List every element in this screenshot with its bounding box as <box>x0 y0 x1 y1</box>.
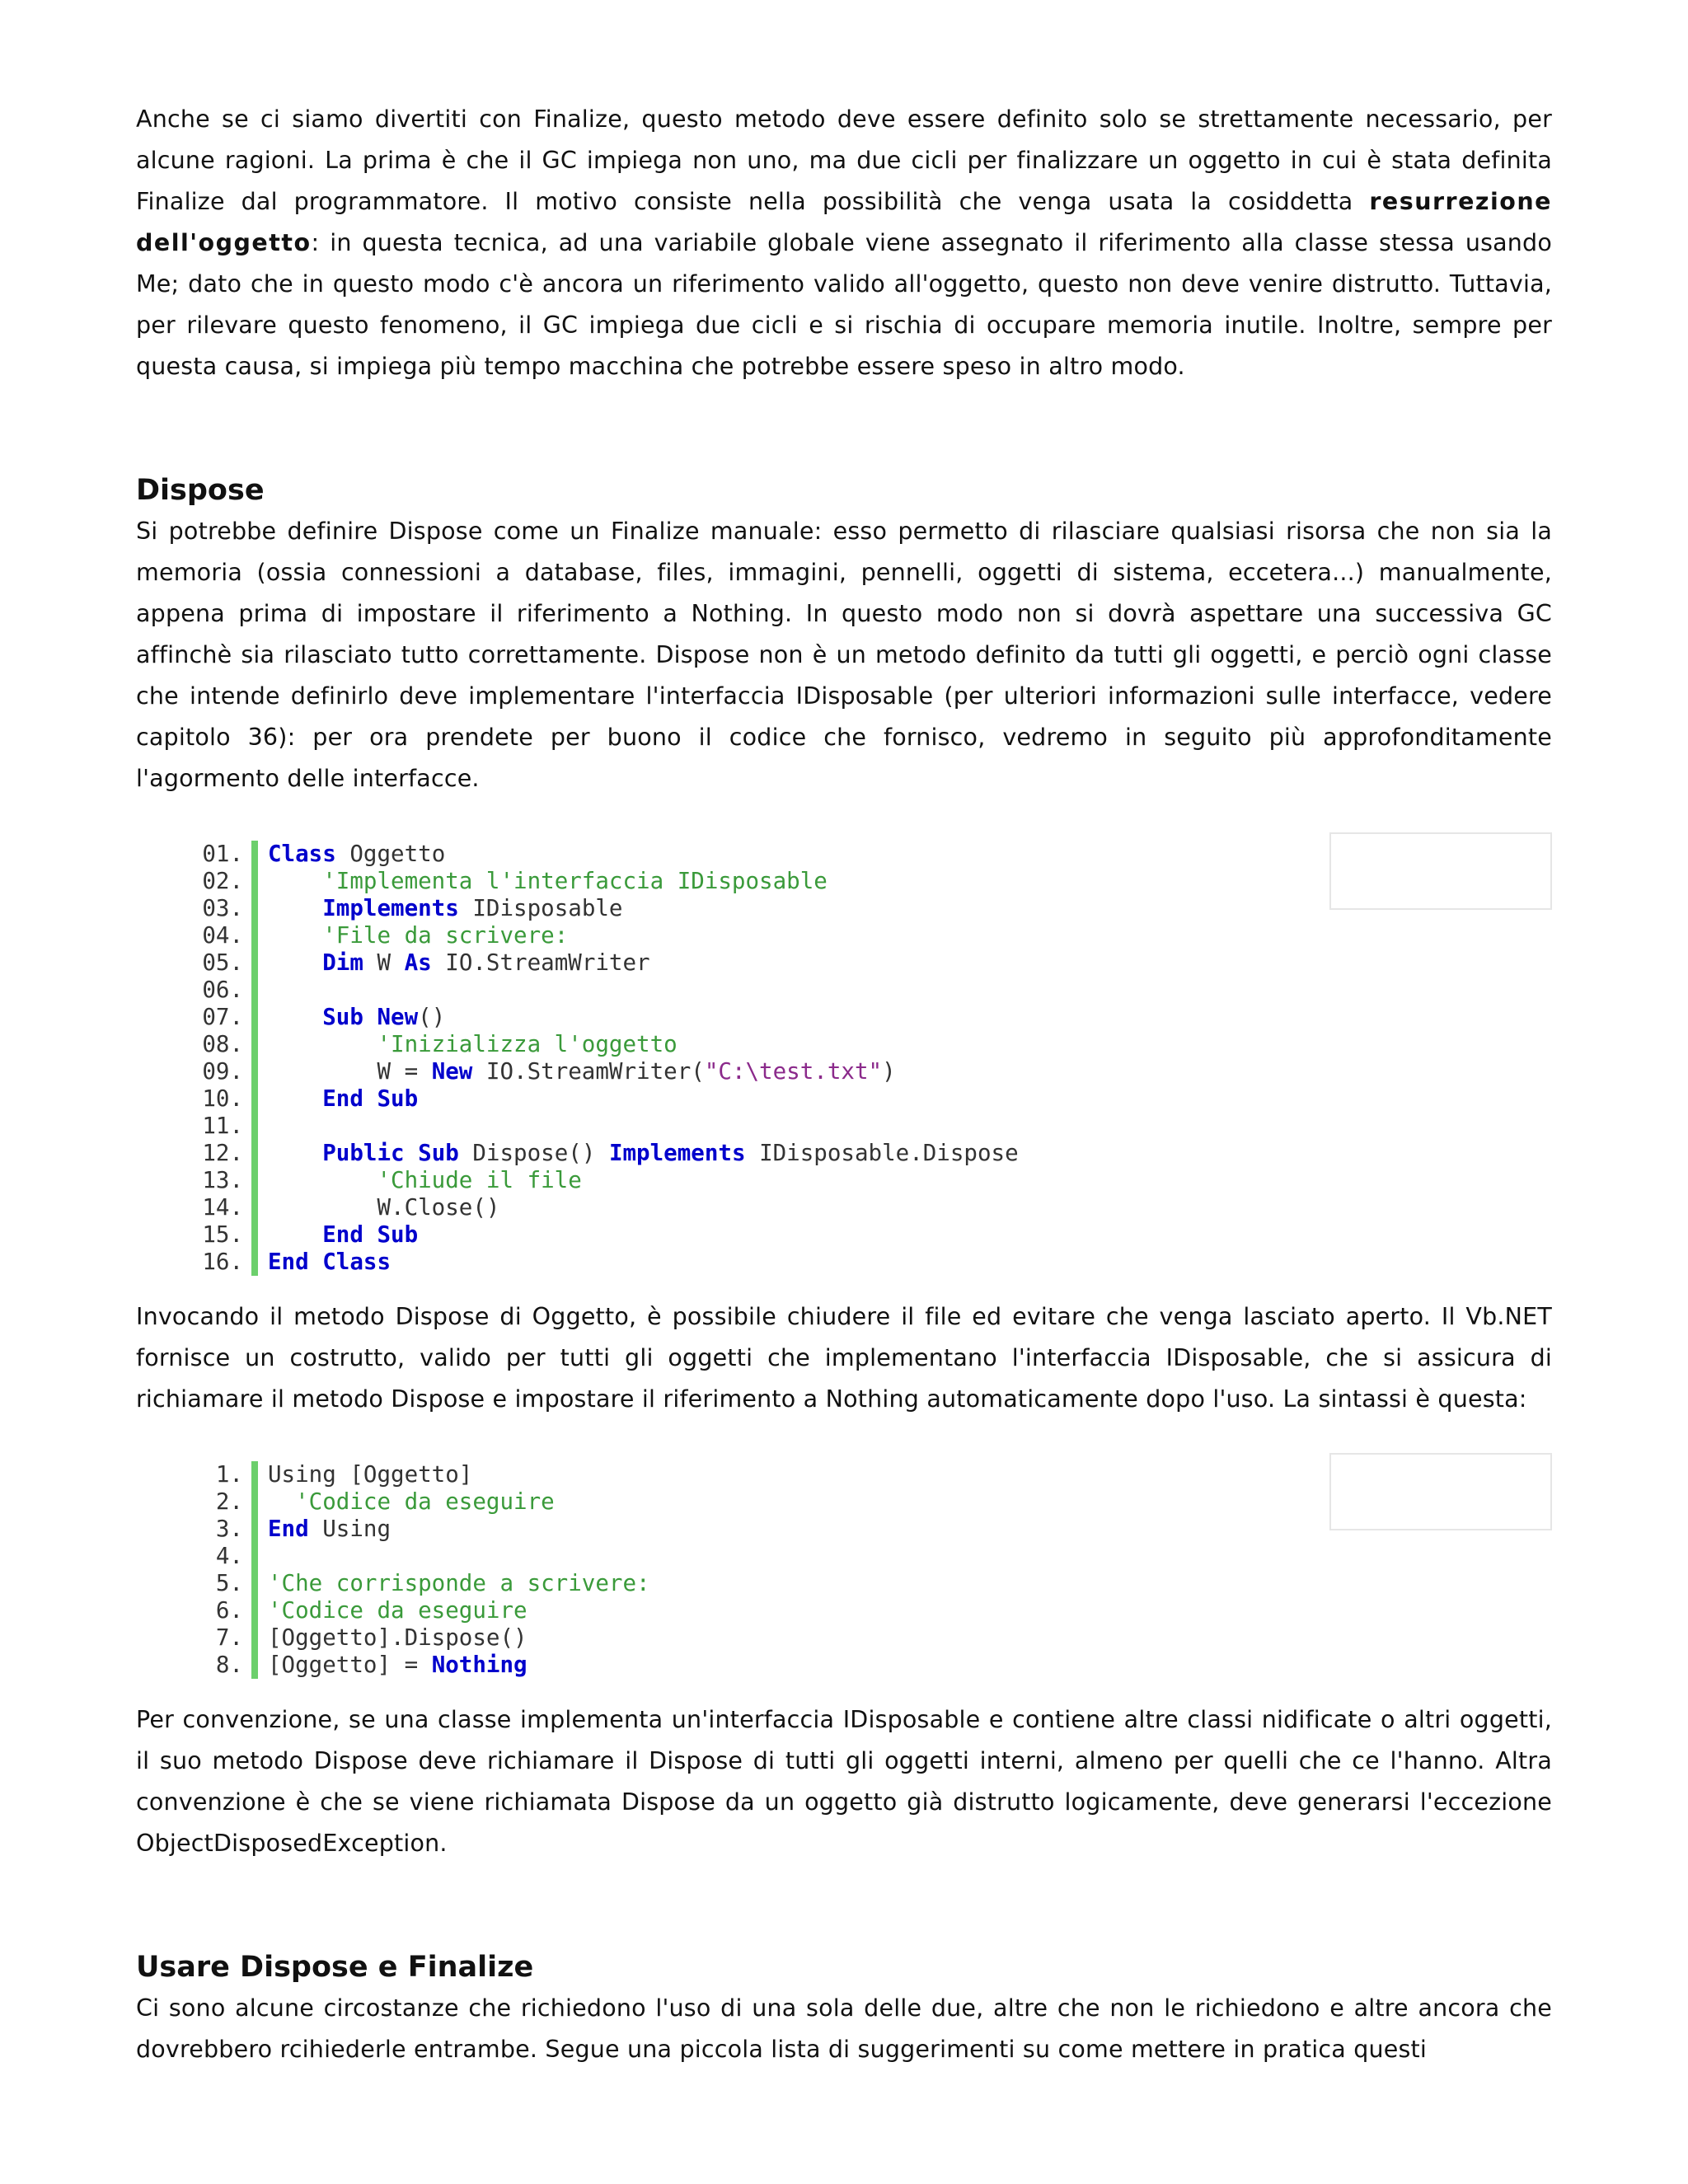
code-token: IO.StreamWriter( <box>472 1058 705 1085</box>
code-text <box>268 1652 528 1679</box>
code-comment: 'Codice da eseguire <box>268 1597 528 1624</box>
line-gutter-bar <box>251 922 258 949</box>
code-text <box>268 1140 1019 1167</box>
code-comment: 'Inizializza l'oggetto <box>377 1031 678 1057</box>
code-text <box>268 841 445 868</box>
code-toolbar-box[interactable] <box>1329 1453 1552 1530</box>
intro-text-end: : in questa tecnica, ad una variabile globale viene assegnato il riferimento alla classe stessa usando Me; dato che in questo modo c'è ancora un riferimento valido all'oggetto, questo non deve venire distrutto. Tuttavia, per rilevare questo fenomeno, il GC impiega due cicli e si rischia di occupare memoria inutile. Inoltre, sempre per questa causa, si impiega più tempo macchina che potrebbe essere speso in altro modo. <box>136 229 1552 380</box>
code-text <box>268 868 828 895</box>
code-keyword: End <box>322 1085 363 1112</box>
code-line <box>161 1249 1552 1276</box>
code-token: [Oggetto] = <box>268 1652 432 1678</box>
code-toolbar-box[interactable] <box>1329 832 1552 910</box>
usare-paragraph: Ci sono alcune circostanze che richiedono l'uso di una sola delle due, altre che non le richiedono e altre ancora che dovrebbero rcihiederle entrambe. Segue una piccola lista di suggerimenti su come mettere in pratica questi <box>136 1994 1552 2063</box>
code-token <box>309 1249 323 1275</box>
code-token <box>268 868 322 894</box>
code-comment: 'Che corrisponde a scrivere: <box>268 1570 650 1596</box>
line-number: 2. <box>215 1488 243 1515</box>
code-keyword: End <box>322 1221 363 1248</box>
code-keyword: Sub <box>322 1004 363 1030</box>
line-number: 3. <box>215 1516 243 1542</box>
code-keyword: End <box>268 1516 309 1542</box>
code-line <box>161 1113 1552 1140</box>
code-token <box>363 1221 377 1248</box>
code-keyword: Public <box>322 1140 405 1166</box>
code-text <box>268 1249 391 1276</box>
line-number: 4. <box>215 1543 243 1569</box>
code-text <box>268 1461 472 1488</box>
code-keyword: Dim <box>322 949 363 976</box>
code-text <box>268 922 568 949</box>
line-number: 08. <box>202 1031 243 1057</box>
code-text <box>268 1624 528 1652</box>
code-keyword: Sub <box>377 1085 419 1112</box>
line-number: 13. <box>202 1167 243 1193</box>
line-number: 04. <box>202 922 243 949</box>
using-paragraph: Invocando il metodo Dispose di Oggetto, è possibile chiudere il file ed evitare che venga lasciato aperto. Il Vb.NET fornisce un costrutto, valido per tutti gli oggetti che implementano l'interfaccia IDisposable, che si assicura di richiamare il metodo Dispose e impostare il riferimento a Nothing automaticamente dopo l'uso. La sintassi è questa: <box>136 1303 1552 1413</box>
line-gutter-bar <box>251 1516 258 1543</box>
code-text <box>268 1113 282 1140</box>
code-comment: 'Implementa l'interfaccia IDisposable <box>322 868 828 894</box>
code-text <box>268 1516 391 1543</box>
line-number: 01. <box>202 841 243 867</box>
intro-bold-term: resurrezione dell'oggetto <box>136 188 1552 256</box>
code-token: Using <box>308 1516 392 1542</box>
code-keyword: Sub <box>418 1140 459 1166</box>
code-line <box>161 1570 1552 1597</box>
line-gutter-bar <box>251 949 258 977</box>
code-token <box>363 1085 377 1112</box>
line-number: 11. <box>202 1113 243 1139</box>
line-number: 05. <box>202 949 243 976</box>
line-gutter-bar <box>251 1113 258 1140</box>
line-gutter-bar <box>251 868 258 895</box>
line-number: 15. <box>202 1221 243 1248</box>
code-comment: 'File da scrivere: <box>322 922 569 949</box>
code-keyword: Sub <box>377 1221 419 1248</box>
code-line <box>161 977 1552 1004</box>
code-text <box>268 1031 678 1058</box>
code-text <box>268 977 282 1004</box>
code-token: [Oggetto].Dispose() <box>268 1624 528 1651</box>
code-comment: 'Chiude il file <box>377 1167 582 1193</box>
code-line <box>161 1167 1552 1194</box>
line-number: 03. <box>202 895 243 921</box>
line-gutter-bar <box>251 841 258 868</box>
code-token: W.Close() <box>268 1194 500 1221</box>
code-line <box>161 1221 1552 1249</box>
code-token <box>268 1167 377 1193</box>
code-token <box>268 1004 322 1030</box>
intro-text-start: Anche se ci siamo divertiti con Finalize, questo metodo deve essere definito solo se strettamente necessario, per alcune ragioni. La prima è che il GC impiega non uno, ma due cicli per finalizzare un oggetto in cui è stata definita Finalize dal programmatore. Il motivo consiste nella possibilità che venga usata la cosiddetta <box>136 105 1552 215</box>
code-keyword: Nothing <box>431 1652 528 1678</box>
line-gutter-bar <box>251 1085 258 1113</box>
code-token: IO.StreamWriter <box>431 949 650 976</box>
code-keyword: Implements <box>608 1140 746 1166</box>
code-token: Oggetto <box>335 841 446 867</box>
code-line <box>161 1194 1552 1221</box>
code-keyword: Implements <box>322 895 459 921</box>
code-token <box>268 1488 295 1515</box>
code-comment: 'Codice da eseguire <box>295 1488 555 1515</box>
convention-paragraph: Per convenzione, se una classe implementa un'interfaccia IDisposable e contiene altre classi nidificate o altri oggetti, il suo metodo Dispose deve richiamare il Dispose di tutti gli oggetti interni, almeno per quelli che ce l'hanno. Altra convenzione è che se viene richiamata Dispose da un oggetto già distrutto logicamente, deve generarsi l'eccezione ObjectDisposedException. <box>136 1706 1552 1857</box>
code-line <box>161 1004 1552 1031</box>
code-text <box>268 1597 528 1624</box>
code-keyword: New <box>377 1004 419 1030</box>
code-keyword: New <box>431 1058 473 1085</box>
code-token <box>268 895 322 921</box>
code-token <box>405 1140 419 1166</box>
code-text <box>268 1167 582 1194</box>
code-text <box>268 1543 282 1570</box>
code-line <box>161 1597 1552 1624</box>
code-text <box>268 1058 896 1085</box>
code-block-oggetto <box>161 841 1552 1276</box>
code-token <box>268 1031 377 1057</box>
line-gutter-bar <box>251 1167 258 1194</box>
document-page <box>136 99 1552 2070</box>
code-token <box>268 1140 322 1166</box>
line-number: 12. <box>202 1140 243 1166</box>
code-token <box>268 1085 322 1112</box>
line-number: 5. <box>215 1570 243 1596</box>
line-number: 6. <box>215 1597 243 1624</box>
line-gutter-bar <box>251 1597 258 1624</box>
code-keyword: Class <box>268 841 336 867</box>
code-token <box>268 949 322 976</box>
code-text <box>268 1221 418 1249</box>
code-token: IDisposable.Dispose <box>745 1140 1019 1166</box>
line-gutter-bar <box>251 1194 258 1221</box>
code-token: W <box>363 949 405 976</box>
line-number: 7. <box>215 1624 243 1651</box>
line-gutter-bar <box>251 1488 258 1516</box>
line-number: 06. <box>202 977 243 1003</box>
code-text <box>268 1004 445 1031</box>
code-text <box>268 1570 650 1597</box>
line-number: 10. <box>202 1085 243 1112</box>
code-text <box>268 1488 555 1516</box>
code-line <box>161 1031 1552 1058</box>
code-token <box>363 1004 377 1030</box>
code-token: ) <box>882 1058 896 1085</box>
usare-heading: Usare Dispose e Finalize <box>136 1951 534 1984</box>
code-line <box>161 1624 1552 1652</box>
line-gutter-bar <box>251 1058 258 1085</box>
line-gutter-bar <box>251 1543 258 1570</box>
code-token <box>268 1221 322 1248</box>
code-block-using <box>161 1461 1552 1679</box>
line-gutter-bar <box>251 1570 258 1597</box>
line-gutter-bar <box>251 1004 258 1031</box>
line-gutter-bar <box>251 1624 258 1652</box>
line-gutter-bar <box>251 1249 258 1276</box>
line-gutter-bar <box>251 1140 258 1167</box>
code-line <box>161 1543 1552 1570</box>
code-token: Using [Oggetto] <box>268 1461 473 1488</box>
code-line <box>161 1140 1552 1167</box>
line-gutter-bar <box>251 1461 258 1488</box>
code-token: () <box>418 1004 446 1030</box>
code-line <box>161 922 1552 949</box>
line-number: 09. <box>202 1058 243 1085</box>
code-keyword: End <box>268 1249 309 1275</box>
line-number: 02. <box>202 868 243 894</box>
line-gutter-bar <box>251 1652 258 1679</box>
line-gutter-bar <box>251 1031 258 1058</box>
code-keyword: Class <box>322 1249 392 1275</box>
line-number: 07. <box>202 1004 243 1030</box>
line-number: 14. <box>202 1194 243 1221</box>
code-text <box>268 1085 418 1113</box>
dispose-paragraph: Si potrebbe definire Dispose come un Finalize manuale: esso permetto di rilasciare qualsiasi risorsa che non sia la memoria (ossia connessioni a database, files, immagini, pennelli, oggetti di sistema, eccetera...) manualmente, appena prima di impostare il riferimento a Nothing. In questo modo non si dovrà aspettare una successiva GC affinchè sia rilasciato tutto correttamente. Dispose non è un metodo definito da tutti gli oggetti, e perciò ogni classe che intende definirlo deve implementare l'interfaccia IDisposable (per ulteriori informazioni sulle interfacce, vedere capitolo 36): per ora prendete per buono il codice che fornisco, vedremo in seguito più approfonditamente l'agormento delle interfacce. <box>136 518 1552 792</box>
code-text <box>268 1194 499 1221</box>
dispose-heading: Dispose <box>136 474 265 507</box>
code-text <box>268 949 650 977</box>
code-token: IDisposable <box>458 895 623 921</box>
line-gutter-bar <box>251 977 258 1004</box>
code-token: Dispose() <box>458 1140 609 1166</box>
code-keyword: As <box>404 949 432 976</box>
code-token: W = <box>268 1058 432 1085</box>
line-gutter-bar <box>251 895 258 922</box>
line-number: 1. <box>215 1461 243 1488</box>
code-text <box>268 895 623 922</box>
line-number: 16. <box>202 1249 243 1275</box>
code-line <box>161 1652 1552 1679</box>
code-line <box>161 1085 1552 1113</box>
intro-paragraph <box>136 99 1552 387</box>
line-number: 8. <box>215 1652 243 1678</box>
code-line <box>161 949 1552 977</box>
code-line <box>161 1058 1552 1085</box>
line-gutter-bar <box>251 1221 258 1249</box>
code-string: "C:\test.txt" <box>704 1058 883 1085</box>
code-token <box>268 922 322 949</box>
